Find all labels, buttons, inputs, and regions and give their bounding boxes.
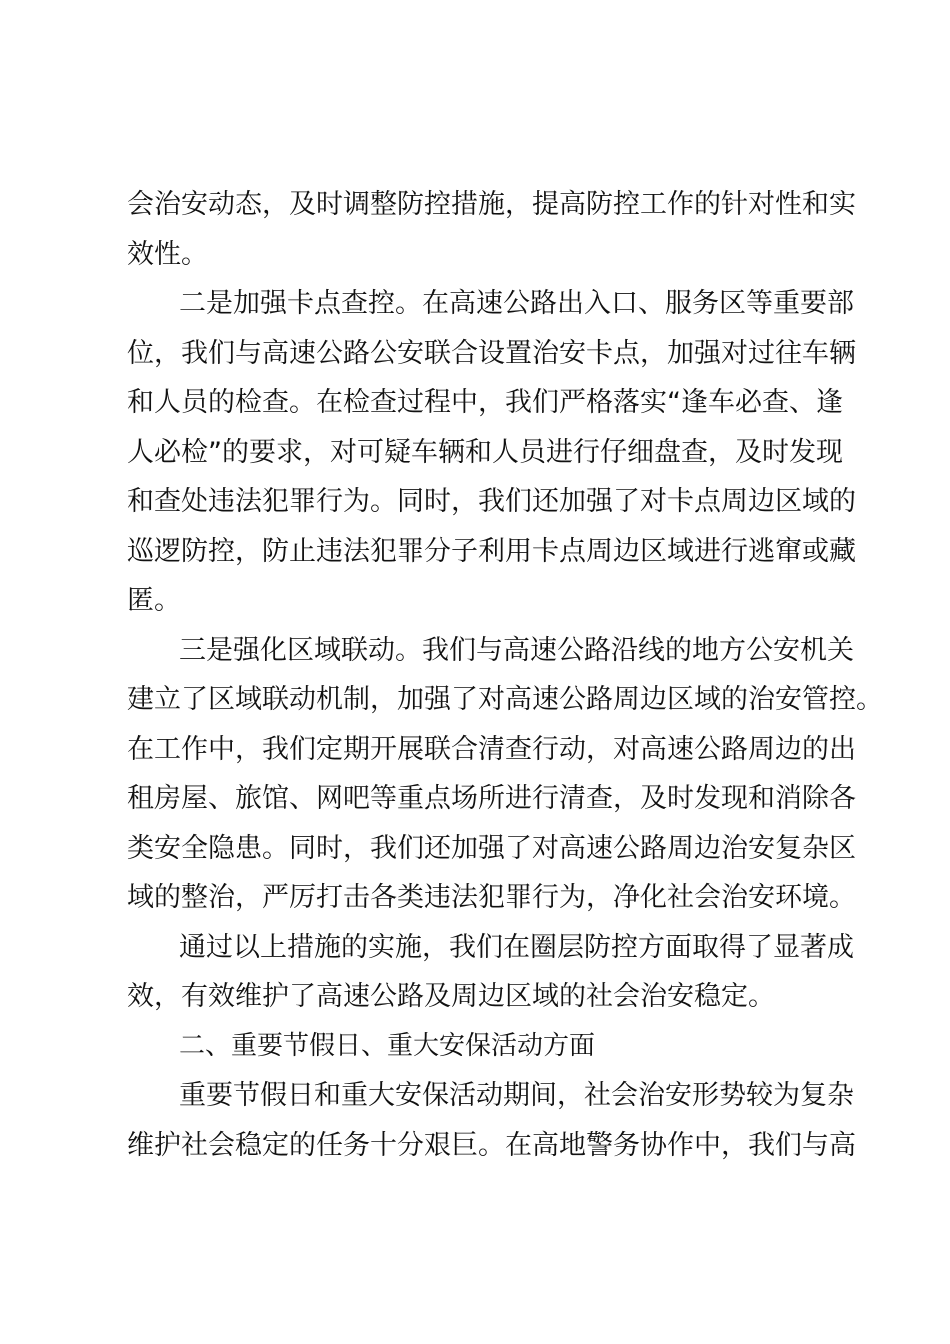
- text-line: 类安全隐患。同时，我们还加强了对高速公路周边治安复杂区: [127, 832, 856, 864]
- paragraph-holidays: [127, 1071, 856, 1170]
- text-line: 租房屋、旅馆、网吧等重点场所进行清查，及时发现和消除各: [127, 783, 856, 814]
- text-line: 重要节假日和重大安保活动期间，社会治安形势较为复杂: [179, 1080, 854, 1111]
- text-line: 和查处违法犯罪行为。同时，我们还加强了对卡点周边区域的: [127, 486, 856, 517]
- text-line: 人必检”的要求，对可疑车辆和人员进行仔细盘查，及时发现: [127, 436, 843, 468]
- text-line: 效性。: [127, 238, 208, 270]
- paragraph-summary: [127, 923, 854, 1022]
- section-heading: [127, 1022, 837, 1072]
- text-line: 建立了区域联动机制，加强了对高速公路周边区域的治安管控。: [127, 684, 883, 715]
- text-line: 二是加强卡点查控。在高速公路出入口、服务区等重要部: [179, 288, 854, 319]
- text-line: 位，我们与高速公路公安联合设置治安卡点，加强对过往车辆: [127, 337, 856, 369]
- text-line: 通过以上措施的实施，我们在圈层防控方面取得了显著成: [179, 931, 854, 963]
- text-line: 域的整治，严厉打击各类违法犯罪行为，净化社会治安环境。: [127, 882, 856, 913]
- paragraph-regional-linkage: [127, 626, 883, 923]
- text-line: 效，有效维护了高速公路及周边区域的社会治安稳定。: [127, 981, 775, 1012]
- text-line: 维护社会稳定的任务十分艰巨。在高地警务协作中，我们与高: [127, 1129, 856, 1161]
- text-line: 巡逻防控，防止违法犯罪分子利用卡点周边区域进行逃窜或藏: [127, 535, 856, 567]
- paragraph-continuation: [127, 180, 856, 279]
- text-line: 和人员的检查。在检查过程中，我们严格落实“逢车必查、逢: [127, 387, 843, 418]
- document-body: [127, 180, 883, 1170]
- text-line: 匿。: [127, 585, 181, 616]
- text-line: 三是强化区域联动。我们与高速公路沿线的地方公安机关: [179, 634, 854, 666]
- paragraph-checkpoint-control: [127, 279, 856, 626]
- text-line: 在工作中，我们定期开展联合清查行动，对高速公路周边的出: [127, 733, 856, 765]
- heading-text: 二、重要节假日、重大安保活动方面: [179, 1030, 596, 1061]
- text-line: 会治安动态，及时调整防控措施，提高防控工作的针对性和实: [127, 189, 856, 220]
